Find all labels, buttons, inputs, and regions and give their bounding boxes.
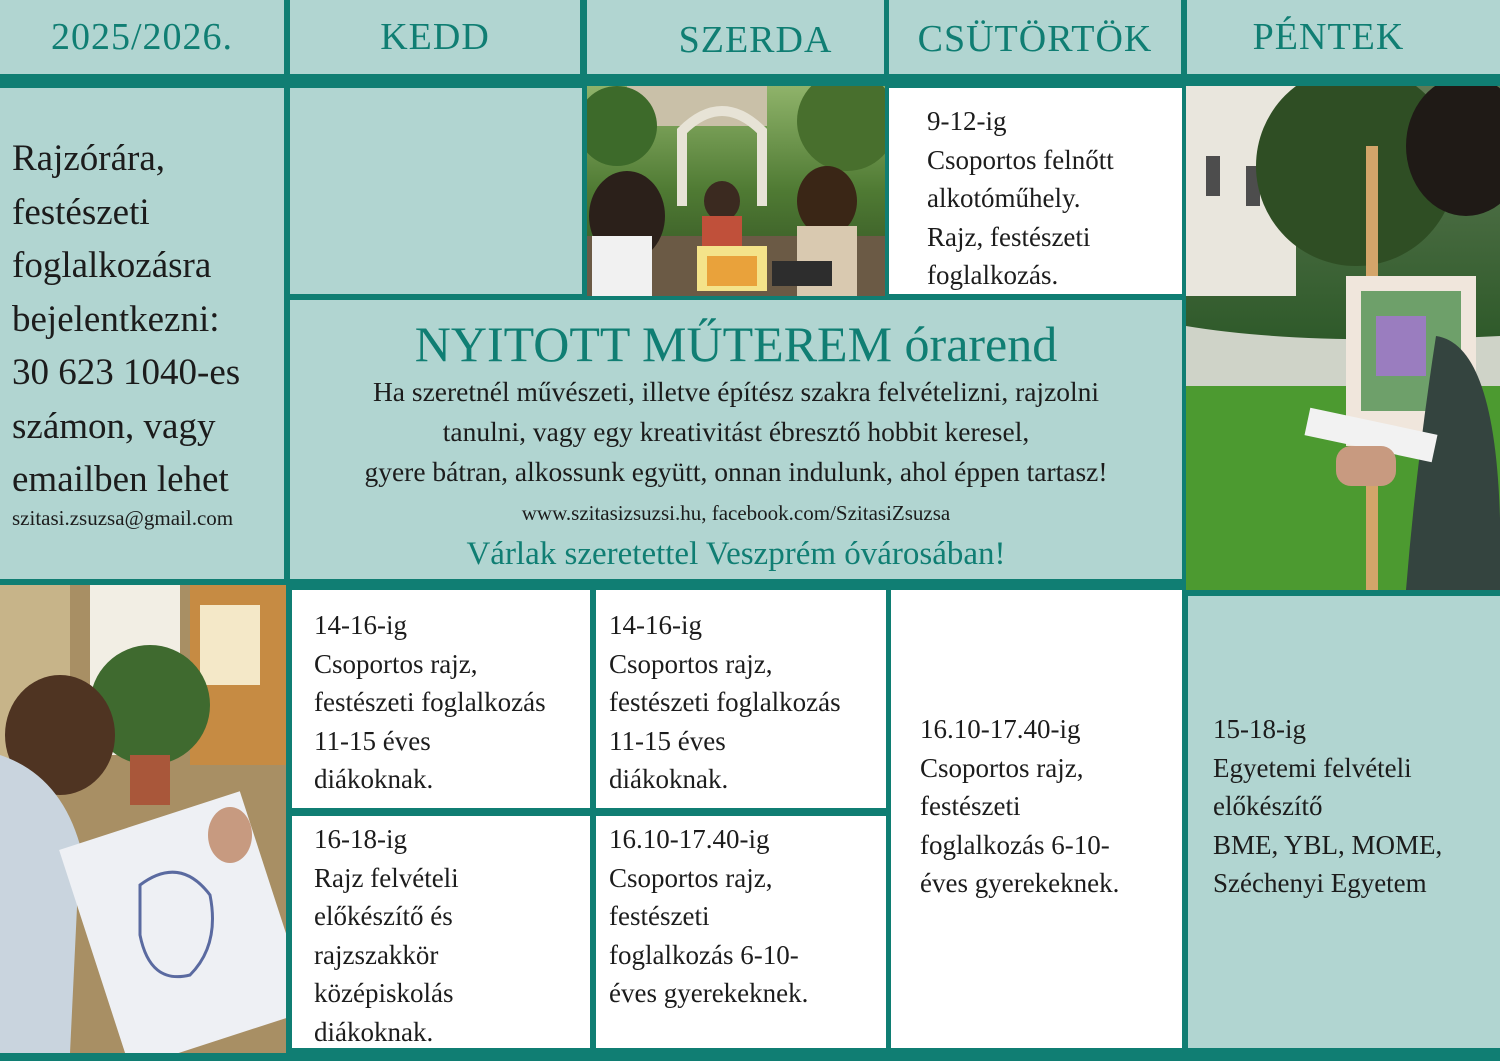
header-friday [1187,0,1500,74]
welcome-text: Várlak szeretettel Veszprém óvárosában! [466,536,1006,572]
photo-student-drawing-image [0,585,286,1053]
day-label-wednesday: SZERDA [678,19,833,61]
year-label: 2025/2026. [50,16,234,58]
email-address: szitasi.zsuzsa@gmail.com [12,505,234,530]
photo-students-painting-image [587,86,885,296]
web-links: www.szitasizsuzsi.hu, facebook.com/SzitasiZsuzsa [521,501,951,525]
photo-easel-painter [1186,86,1500,590]
header-thursday [889,0,1181,74]
registration-info [0,88,284,579]
slot-thursday-afternoon: 16.10-17.40-ig Csoportos rajz, festészeti foglalkozás 6-10- éves gyerekeknek. [891,590,1182,1048]
photo-easel-painter-image [1186,86,1500,590]
slot-wednesday-1: 14-16-ig Csoportos rajz, festészeti foglalkozás 11-15 éves diákoknak. [596,590,886,808]
tuesday-empty-slot [290,88,582,294]
intro-text: Ha szeretnél művészeti, illetve építész szakra felvételizni, rajzolni tanulni, vagy egy kreativitást ébresztő hobbit keresel, gyere bátran, alkossunk együtt, onnan indulunk, ahol éppen tartasz! [364,376,1108,487]
slot-friday: 15-18-ig Egyetemi felvételi előkészítő BME, YBL, MOME, Széchenyi Egyetem [1188,596,1500,1048]
slot-thursday-morning: 9-12-ig Csoportos felnőtt alkotóműhely. Rajz, festészeti foglalkozás. [889,88,1182,294]
day-label-tuesday: KEDD [380,16,490,58]
header-tuesday [290,0,580,74]
slot-tuesday-2: 16-18-ig Rajz felvételi előkészítő és rajzszakkör középiskolás diákoknak. [292,816,590,1048]
photo-students-painting [587,86,885,296]
announcement-panel [290,300,1182,579]
header-wednesday [587,0,884,74]
page-title: NYITOTT MŰTEREM órarend [414,316,1058,372]
registration-text: Rajzórára, festészeti foglalkozásra bejelentkezni: 30 623 1040-es számon, vagy emailben lehet [12,138,241,500]
year-header [0,0,284,74]
photo-student-drawing [0,585,286,1053]
slot-wednesday-2: 16.10-17.40-ig Csoportos rajz, festészeti foglalkozás 6-10- éves gyerekeknek. [596,816,886,1048]
slot-tuesday-1: 14-16-ig Csoportos rajz, festészeti foglalkozás 11-15 éves diákoknak. [292,590,590,808]
day-label-thursday: CSÜTÖRTÖK [917,18,1153,60]
day-label-friday: PÉNTEK [1252,16,1405,58]
